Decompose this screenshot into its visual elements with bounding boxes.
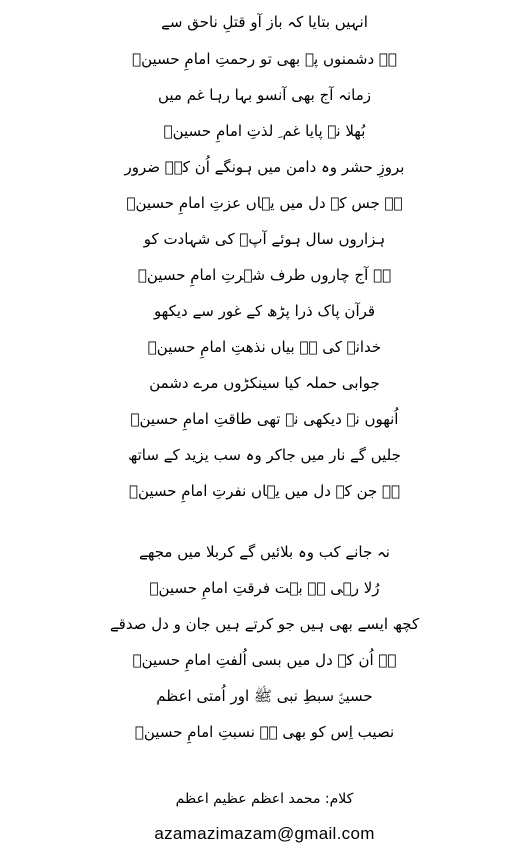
poem-line: جوابی حملہ کیا سینکڑوں مرے دشمن: [149, 374, 380, 392]
poem-line: ہزاروں سال ہوئے آپؑ کی شہادت کو: [143, 230, 386, 248]
poem-line: کچھ ایسے بھی ہیں جو کرتے ہیں جان و دل صدقے: [109, 615, 420, 633]
poem-line: بروزِ حشر وہ دامن میں ہونگے اُن کےؑ ضرور: [124, 158, 405, 176]
poem-line: انہیں بتایا کہ باز آو قتلِ ناحق سے: [161, 13, 368, 31]
poem-line: ہے جن کے دل میں یہاں نفرتِ امامِ حسینؑ: [128, 482, 401, 500]
poem-line: رُلا رہی ہے بہت فرقتِ امامِ حسینؑ: [149, 579, 380, 597]
poem-line: حسینؑ سبطِ نبی ﷺ اور اُمتی اعظم: [156, 687, 373, 705]
poem-line: ہے آج چاروں طرف شہرتِ امامِ حسینؑ: [137, 266, 392, 284]
poem-line: زمانہ آج بھی آنسو بہا رہا غم میں: [157, 86, 372, 104]
poem-line: قرآن پاک ذرا پڑھ کے غور سے دیکھو: [153, 302, 376, 320]
poem-line: خدانے کی ہے بیاں نذهتِ امامِ حسینؑ: [147, 338, 382, 356]
poem-line: ہے جس کے دل میں یہاں عزتِ امامِ حسینؑ: [126, 194, 403, 212]
poem-line: ہے دشمنوں پہ بھی تو رحمتِ امامِ حسینؑ: [132, 50, 397, 68]
poem-line: نصیب اِس کو بھی ہے نسبتِ امامِ حسینؑ: [134, 723, 395, 741]
contact-email: azamazimazam@gmail.com: [154, 824, 375, 843]
poem-line: بُھلا نہ پایا غم ِ لذتِ امامِ حسینؑ: [163, 122, 366, 140]
poet-credit: کلام: محمد اعظم عظیم اعظم: [175, 791, 354, 807]
poem-line: نہ جانے کب وہ بلائیں گے کربلا میں مجھے: [139, 543, 390, 561]
poem-line: ہے اُن کے دل میں بسی اُلفتِ امامِ حسینؑ: [132, 651, 397, 669]
poem-line: جلیں گے نار میں جاکر وہ سب یزید کے ساتھ: [128, 446, 401, 464]
poem-line: اُنھوں نے دیکھی نہ تھی طاقتِ امامِ حسینؑ: [130, 410, 399, 428]
